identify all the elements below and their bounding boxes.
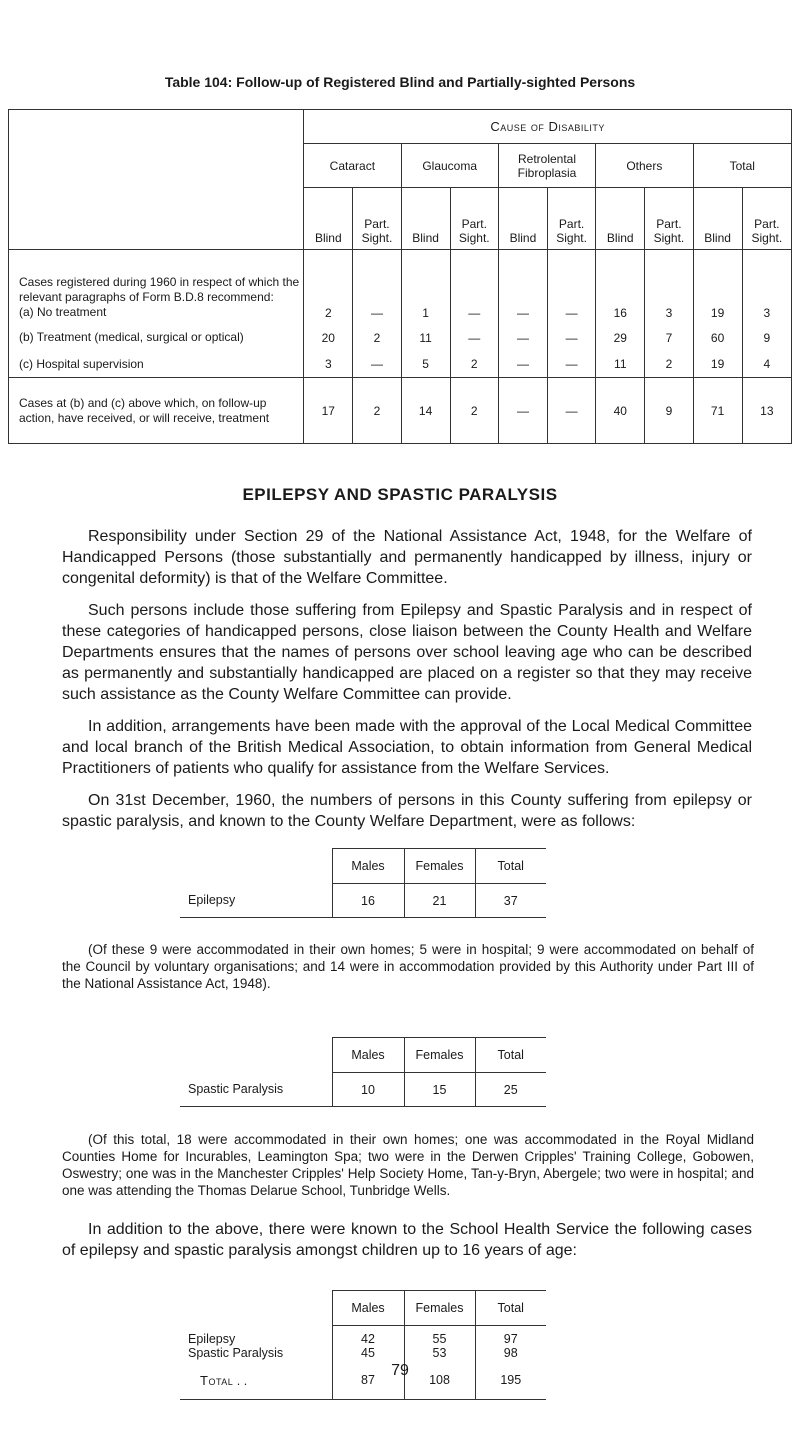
cell: 2 xyxy=(450,352,498,378)
cell: 45 xyxy=(332,1346,404,1362)
group-header: Others xyxy=(596,144,693,188)
cell: 7 xyxy=(645,324,693,352)
paragraph-arrangements: In addition, arrangements have been made with the approval of the Local Medical Committee and local branch of the British Medical Association, to obtain information from General Medical Practitioners of patients who qualify for assistance from the Welfare Services. xyxy=(62,718,752,777)
cell: 9 xyxy=(742,324,791,352)
group-header: Retrolental Fibroplasia xyxy=(498,144,595,188)
col-head-females: Females xyxy=(404,1038,475,1073)
cell: — xyxy=(353,250,401,324)
sub-header: Blind xyxy=(693,188,742,250)
epilepsy-table xyxy=(180,848,546,918)
section-heading: EPILEPSY AND SPASTIC PARALYSIS xyxy=(242,485,558,504)
cell: 13 xyxy=(742,378,791,444)
paragraph-responsibility: Responsibility under Section 29 of the National Assistance Act, 1948, for the Welfare of Handicapped Persons (those substantially and permanently handicapped by illness, injury or congenital deformity) is that of the Welfare Committee. xyxy=(62,528,752,587)
spastic-table xyxy=(180,1037,546,1107)
cell: 60 xyxy=(693,324,742,352)
row-label: Epilepsy xyxy=(188,1331,236,1346)
paragraph-children: In addition to the above, there were known to the School Health Service the following cases of epilepsy and spastic paralysis amongst children up to 16 years of age: xyxy=(62,1221,752,1259)
col-head-males: Males xyxy=(332,1038,404,1073)
row-label xyxy=(9,250,304,324)
row-label: (b) Treatment (medical, surgical or optical) xyxy=(9,324,304,352)
cell: 40 xyxy=(596,378,645,444)
table-104-title: Table 104: Follow-up of Registered Blind and Partially-sighted Persons xyxy=(164,74,636,90)
cause-header: Cause of Disability xyxy=(304,110,792,144)
cell: 19 xyxy=(693,250,742,324)
epilepsy-note: (Of these 9 were accommodated in their own homes; 5 were in hospital; 9 were accommodated on behalf of the Council by voluntary organisations; and 14 were in accommodation provided by this Authority under Part III of the National Assistance Act, 1948). xyxy=(62,942,754,991)
sub-header: Part. Sight. xyxy=(742,188,791,250)
cell: 11 xyxy=(596,352,645,378)
cell: 108 xyxy=(404,1362,475,1400)
cell: 2 xyxy=(450,378,498,444)
cell: 53 xyxy=(404,1346,475,1362)
cell: — xyxy=(548,378,596,444)
sub-header: Part. Sight. xyxy=(548,188,596,250)
cell: 3 xyxy=(304,352,353,378)
cell: 55 xyxy=(404,1326,475,1346)
col-head-total: Total xyxy=(475,849,546,884)
cell: 14 xyxy=(401,378,450,444)
cell: 17 xyxy=(304,378,353,444)
cell: 16 xyxy=(596,250,645,324)
corner xyxy=(180,1291,332,1326)
cell: 29 xyxy=(596,324,645,352)
col-head-total: Total xyxy=(475,1291,546,1326)
cell: — xyxy=(548,250,596,324)
corner xyxy=(180,1038,332,1073)
cell: 21 xyxy=(404,884,475,918)
table-104-corner xyxy=(9,110,304,250)
sub-header: Blind xyxy=(596,188,645,250)
sub-header: Blind xyxy=(498,188,547,250)
col-head-males: Males xyxy=(332,1291,404,1326)
paragraph-persons: Such persons include those suffering from Epilepsy and Spastic Paralysis and in respect of these categories of handicapped persons, close liaison between the County Health and Welfare Departments ensures that the names of persons over school leaving age who can be described as permanently and substantially handicapped are placed on a register so that they may receive such assistance as the County Welfare Committee can provide. xyxy=(62,602,752,703)
cell: — xyxy=(548,352,596,378)
group-header: Cataract xyxy=(304,144,401,188)
cell: — xyxy=(498,250,547,324)
cell: — xyxy=(498,324,547,352)
cell: 2 xyxy=(304,250,353,324)
row-label: Spastic Paralysis xyxy=(188,1345,284,1360)
cell: 2 xyxy=(353,378,401,444)
sub-header: Blind xyxy=(401,188,450,250)
cell: 3 xyxy=(742,250,791,324)
row-label: (c) Hospital supervision xyxy=(9,352,304,378)
sub-header: Blind xyxy=(304,188,353,250)
cell: 20 xyxy=(304,324,353,352)
spastic-note: (Of this total, 18 were accommodated in their own homes; one was accommodated in the Royal Midland Counties Home for Incurables, Leamington Spa; two were in the Derwen Cripples' Training College, Gobowen, Oswestry; one was in the Manchester Cripples' Help Society Home, Tan-y-Bryn, Abergele; two were in hospital; and one was attending the Thomas Delarue School, Tunbridge Wells. xyxy=(62,1132,754,1198)
cell: 16 xyxy=(332,884,404,918)
cell: 10 xyxy=(332,1073,404,1107)
col-head-females: Females xyxy=(404,1291,475,1326)
cell: 97 xyxy=(475,1326,546,1346)
col-head-total: Total xyxy=(475,1038,546,1073)
cell: — xyxy=(548,324,596,352)
cell: 195 xyxy=(475,1362,546,1400)
col-head-females: Females xyxy=(404,849,475,884)
cell: — xyxy=(450,324,498,352)
cell: 9 xyxy=(645,378,693,444)
cell: 4 xyxy=(742,352,791,378)
cell: 2 xyxy=(645,352,693,378)
cell: 2 xyxy=(353,324,401,352)
cell: — xyxy=(353,352,401,378)
row-label: Epilepsy xyxy=(180,884,332,918)
group-header: Glaucoma xyxy=(401,144,498,188)
table-104 xyxy=(8,109,792,444)
row-label: Cases at (b) and (c) above which, on follow-up action, have received, or will receive, treatment xyxy=(9,378,304,444)
sub-header: Part. Sight. xyxy=(450,188,498,250)
cell: — xyxy=(450,250,498,324)
sub-header: Part. Sight. xyxy=(353,188,401,250)
row-label: Spastic Paralysis xyxy=(180,1073,332,1107)
cell: 87 xyxy=(332,1362,404,1400)
cell: 15 xyxy=(404,1073,475,1107)
cell: 42 xyxy=(332,1326,404,1346)
cell: — xyxy=(498,352,547,378)
sub-header: Part. Sight. xyxy=(645,188,693,250)
col-head-males: Males xyxy=(332,849,404,884)
cell: 98 xyxy=(475,1346,546,1362)
row-label-intro: Cases registered during 1960 in respect of which the relevant paragraphs of Form B.D.8 recommend: xyxy=(19,274,300,304)
row-label-text: (a) No treatment xyxy=(19,304,107,319)
cell: 37 xyxy=(475,884,546,918)
paragraph-numbers: On 31st December, 1960, the numbers of persons in this County suffering from epilepsy or spastic paralysis, and known to the County Welfare Department, were as follows: xyxy=(62,792,752,830)
children-table xyxy=(180,1290,546,1400)
cell: 5 xyxy=(401,352,450,378)
page-number: 79 xyxy=(391,1362,409,1379)
total-label: Total . . xyxy=(180,1362,332,1400)
cell: — xyxy=(498,378,547,444)
corner xyxy=(180,849,332,884)
cell: 3 xyxy=(645,250,693,324)
cell: 1 xyxy=(401,250,450,324)
cell: 11 xyxy=(401,324,450,352)
cell: 25 xyxy=(475,1073,546,1107)
group-header: Total xyxy=(693,144,792,188)
cell: 19 xyxy=(693,352,742,378)
cell: 71 xyxy=(693,378,742,444)
